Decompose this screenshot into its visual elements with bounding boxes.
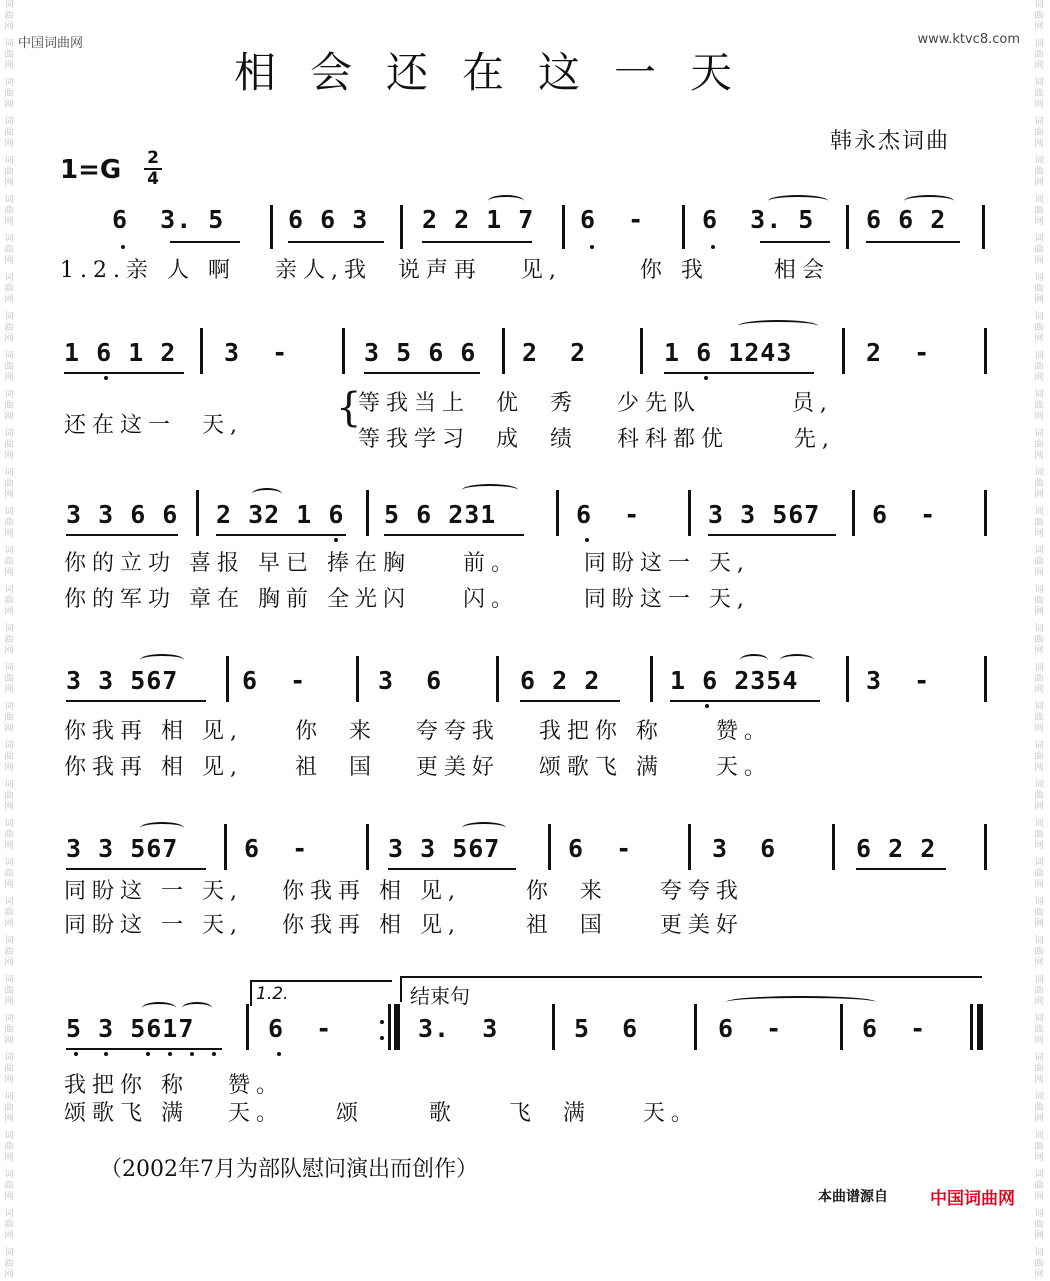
measure: 2 2	[522, 338, 587, 367]
margin-watermark-text: 词 曲 网	[4, 975, 14, 1007]
bar-line	[694, 1004, 697, 1050]
measure: 3 3 567	[388, 834, 501, 863]
measure: 5 6 231	[384, 500, 497, 529]
beam	[670, 700, 820, 702]
measure: 3 3 567	[708, 500, 821, 529]
margin-watermark-text: 词 曲 网	[4, 546, 14, 578]
measure: 3 -	[224, 338, 289, 367]
repeat-dot	[380, 1020, 384, 1024]
slur	[904, 195, 954, 207]
margin-watermark-text: 词 曲 网	[1034, 702, 1044, 734]
first-ending-label: 1.2.	[256, 984, 289, 1004]
slur	[140, 822, 184, 834]
tie	[726, 996, 876, 1008]
margin-watermark-text: 词 曲 网	[1034, 1053, 1044, 1085]
site-watermark-right: www.ktvc8.com	[917, 32, 1020, 47]
measure: 3 3 567	[66, 666, 179, 695]
measure: 6 2 2	[520, 666, 601, 695]
lyric-verse-1: 你的立功 喜报 早已 捧在胸 前。 同盼这一 天,	[64, 551, 750, 576]
bar-line	[224, 824, 227, 870]
margin-watermark-text: 词 曲 网	[4, 936, 14, 968]
beam	[66, 534, 178, 536]
time-signature-top: 2	[147, 148, 159, 168]
lyric-verse-2: 你我再 相 见, 祖 国 更美好 颂歌飞 满 天。	[64, 755, 772, 780]
bar-line	[270, 205, 273, 249]
octave-dot	[334, 538, 338, 542]
measure: 2 32 1 6	[216, 500, 345, 529]
margin-watermark-text: 词 曲 网	[1034, 1131, 1044, 1163]
bar-line	[556, 490, 559, 536]
bar-line	[688, 824, 691, 870]
octave-dot	[711, 245, 715, 249]
ending-phrase-label: 结束句	[410, 984, 470, 1008]
octave-dot	[190, 1052, 194, 1056]
margin-watermark-text: 词 曲 网	[4, 1209, 14, 1241]
bar-line	[400, 205, 403, 249]
measure: 6 2 2	[856, 834, 937, 863]
bar-line	[682, 205, 685, 249]
margin-watermark-text: 词 曲 网	[1034, 663, 1044, 695]
measure: 6 6 2	[866, 205, 947, 234]
ending-phrase-bracket	[400, 976, 982, 1002]
beam	[66, 868, 206, 870]
margin-watermark-text: 词 曲 网	[4, 741, 14, 773]
slur	[142, 1002, 176, 1014]
margin-watermark-text: 词 曲 网	[4, 624, 14, 656]
measure: 1 6 2354	[670, 666, 799, 695]
source-brand: 中国词曲网	[930, 1189, 1015, 1209]
beam	[856, 868, 946, 870]
lyric-verse-1: 等我当上 优 秀 少先队 员,	[358, 391, 833, 416]
margin-watermark-text: 词 曲 网	[1034, 1014, 1044, 1046]
octave-dot	[704, 376, 708, 380]
bar-line	[342, 328, 345, 374]
measure: 6 3. 5	[112, 205, 225, 234]
margin-watermark-text: 词 曲 网	[1034, 195, 1044, 227]
margin-watermark-text: 词 曲 网	[1034, 780, 1044, 812]
margin-watermark-text: 词 曲 网	[1034, 624, 1044, 656]
right-margin-watermark	[1032, 0, 1046, 1280]
margin-watermark-text: 词 曲 网	[4, 390, 14, 422]
bar-line	[846, 656, 849, 702]
bar-line	[366, 824, 369, 870]
measure: 3 5 6 6	[364, 338, 477, 367]
margin-watermark-text: 词 曲 网	[1034, 0, 1044, 32]
beam	[66, 700, 206, 702]
margin-watermark-text: 词 曲 网	[4, 234, 14, 266]
margin-watermark-text: 词 曲 网	[4, 1014, 14, 1046]
margin-watermark-text: 词 曲 网	[1034, 390, 1044, 422]
beam	[66, 1048, 222, 1050]
margin-watermark-text: 词 曲 网	[1034, 234, 1044, 266]
measure: 1 6 1243	[664, 338, 793, 367]
time-signature-bottom: 4	[147, 169, 159, 189]
bar-line	[200, 328, 203, 374]
measure: 1 6 1 2	[64, 338, 177, 367]
measure: 3 6	[712, 834, 777, 863]
margin-watermark-text: 词 曲 网	[1034, 858, 1044, 890]
margin-watermark-text: 词 曲 网	[1034, 585, 1044, 617]
bar-line	[196, 490, 199, 536]
lyric-verse: 1.2.亲 人 啊 亲人,我 说声再 见, 你 我 相会	[60, 258, 830, 283]
composition-note: （2002年7月为部队慰问演出而创作）	[100, 1157, 478, 1182]
measure: 3 -	[866, 666, 931, 695]
measure: 6 6 3	[288, 205, 369, 234]
measure: 3. 3	[418, 1014, 499, 1043]
beam	[760, 241, 830, 243]
margin-watermark-text: 词 曲 网	[4, 39, 14, 71]
octave-dot	[121, 245, 125, 249]
bar-line	[984, 824, 987, 870]
bar-line	[366, 490, 369, 536]
bar-line	[984, 656, 987, 702]
margin-watermark-text: 词 曲 网	[1034, 39, 1044, 71]
measure: 6 -	[568, 834, 633, 863]
slur	[462, 822, 506, 834]
slur	[738, 320, 818, 332]
beam	[520, 700, 620, 702]
bar-line	[640, 328, 643, 374]
margin-watermark-text: 词 曲 网	[1034, 78, 1044, 110]
measure: 2 2 1 7	[422, 205, 535, 234]
lyric-shared: 还在这一 天,	[64, 413, 243, 438]
margin-watermark-text: 词 曲 网	[4, 273, 14, 305]
bar-line	[226, 656, 229, 702]
margin-watermark-text: 词 曲 网	[4, 507, 14, 539]
measure: 6 -	[718, 1014, 783, 1043]
octave-dot	[146, 1052, 150, 1056]
lyric-verse-1: 同盼这 一 天, 你我再 相 见, 你 来 夸夸我	[64, 879, 744, 904]
measure: 2 -	[866, 338, 931, 367]
lyric-verse-1: 你我再 相 见, 你 来 夸夸我 我把你 称 赞。	[64, 719, 772, 744]
repeat-dot	[380, 1036, 384, 1040]
measure: 6 -	[576, 500, 641, 529]
author-credit: 韩永杰词曲	[830, 129, 951, 154]
slur	[780, 654, 814, 666]
margin-watermark-text: 词 曲 网	[1034, 546, 1044, 578]
beam	[422, 241, 532, 243]
margin-watermark-text: 词 曲 网	[1034, 819, 1044, 851]
slur	[140, 654, 184, 666]
slur	[740, 654, 768, 666]
margin-watermark-text: 词 曲 网	[1034, 351, 1044, 383]
margin-watermark-text: 词 曲 网	[1034, 1209, 1044, 1241]
double-bar-line	[394, 1004, 400, 1050]
bar-line	[548, 824, 551, 870]
margin-watermark-text: 词 曲 网	[4, 897, 14, 929]
octave-dot	[705, 704, 709, 708]
measure: 3 3 6 6	[66, 500, 179, 529]
margin-watermark-text: 词 曲 网	[4, 0, 14, 32]
octave-dot	[168, 1052, 172, 1056]
margin-watermark-text: 词 曲 网	[1034, 1248, 1044, 1280]
measure: 6 -	[242, 666, 307, 695]
margin-watermark-text: 词 曲 网	[4, 468, 14, 500]
margin-watermark-text: 词 曲 网	[1034, 975, 1044, 1007]
bar-line	[984, 490, 987, 536]
margin-watermark-text: 词 曲 网	[1034, 1170, 1044, 1202]
verse-brace: {	[336, 385, 362, 431]
measure: 3 3 567	[66, 834, 179, 863]
margin-watermark-text: 词 曲 网	[1034, 312, 1044, 344]
octave-dot	[590, 245, 594, 249]
margin-watermark-text: 词 曲 网	[1034, 741, 1044, 773]
bar-line	[650, 656, 653, 702]
bar-line	[246, 1004, 249, 1050]
lyric-verse-2: 你的军功 章在 胸前 全光闪 闪。 同盼这一 天,	[64, 587, 750, 612]
octave-dot	[585, 538, 589, 542]
measure: 6 -	[268, 1014, 333, 1043]
margin-watermark-text: 词 曲 网	[4, 780, 14, 812]
octave-dot	[277, 1052, 281, 1056]
margin-watermark-text: 词 曲 网	[4, 195, 14, 227]
measure: 6 -	[580, 205, 645, 234]
bar-line	[846, 205, 849, 249]
lyric-verse-2: 等我学习 成 绩 科科都优 先,	[358, 427, 835, 452]
lyric-verse-2: 颂歌飞 满 天。 颂 歌 飞 满 天。	[64, 1101, 699, 1126]
final-bar-line	[977, 1004, 983, 1050]
bar-line	[552, 1004, 555, 1050]
margin-watermark-text: 词 曲 网	[4, 117, 14, 149]
measure: 6 -	[862, 1014, 927, 1043]
octave-dot	[74, 1052, 78, 1056]
bar-line	[832, 824, 835, 870]
beam	[664, 372, 814, 374]
measure: 5 6	[574, 1014, 639, 1043]
margin-watermark-text: 词 曲 网	[4, 312, 14, 344]
beam	[384, 534, 524, 536]
octave-dot	[104, 1052, 108, 1056]
margin-watermark-text: 词 曲 网	[4, 351, 14, 383]
margin-watermark-text: 词 曲 网	[1034, 897, 1044, 929]
measure: 6 3. 5	[702, 205, 815, 234]
song-title: 相会还在这一天	[233, 48, 766, 97]
beam	[866, 241, 960, 243]
bar-line	[688, 490, 691, 536]
slur	[462, 484, 518, 496]
time-signature	[144, 150, 162, 188]
margin-watermark-text: 词 曲 网	[4, 702, 14, 734]
margin-watermark-text: 词 曲 网	[1034, 117, 1044, 149]
margin-watermark-text: 词 曲 网	[1034, 429, 1044, 461]
bar-line	[502, 328, 505, 374]
margin-watermark-text: 词 曲 网	[1034, 468, 1044, 500]
measure: 6 -	[244, 834, 309, 863]
margin-watermark-text: 词 曲 网	[1034, 936, 1044, 968]
beam	[288, 241, 384, 243]
margin-watermark-text: 词 曲 网	[4, 1092, 14, 1124]
margin-watermark-text: 词 曲 网	[1034, 156, 1044, 188]
margin-watermark-text: 词 曲 网	[1034, 1092, 1044, 1124]
slur	[252, 488, 282, 500]
bar-line	[984, 328, 987, 374]
beam	[388, 868, 516, 870]
key-signature: 1=G	[60, 155, 122, 185]
octave-dot	[104, 376, 108, 380]
margin-watermark-text: 词 曲 网	[4, 1053, 14, 1085]
slur	[768, 195, 828, 207]
bar-line	[388, 1004, 391, 1050]
beam	[64, 372, 184, 374]
margin-watermark-text: 词 曲 网	[4, 1248, 14, 1280]
margin-watermark-text: 词 曲 网	[4, 585, 14, 617]
beam	[364, 372, 480, 374]
bar-line	[852, 490, 855, 536]
beam	[170, 241, 240, 243]
margin-watermark-text: 词 曲 网	[4, 819, 14, 851]
bar-line	[970, 1004, 973, 1050]
margin-watermark-text: 词 曲 网	[1034, 507, 1044, 539]
lyric-verse-2: 同盼这 一 天, 你我再 相 见, 祖 国 更美好	[64, 913, 744, 938]
margin-watermark-text: 词 曲 网	[1034, 273, 1044, 305]
margin-watermark-text: 词 曲 网	[4, 429, 14, 461]
source-label: 本曲谱源自	[818, 1189, 888, 1205]
measure: 5 3 5617	[66, 1014, 195, 1043]
left-margin-watermark	[2, 0, 16, 1280]
beam	[708, 534, 836, 536]
beam	[216, 534, 346, 536]
margin-watermark-text: 词 曲 网	[4, 78, 14, 110]
margin-watermark-text: 词 曲 网	[4, 1170, 14, 1202]
slur	[182, 1002, 212, 1014]
slur	[488, 195, 524, 207]
lyric-verse-1: 我把你 称 赞。	[64, 1073, 284, 1098]
bar-line	[356, 656, 359, 702]
bar-line	[840, 1004, 843, 1050]
site-watermark-left: 中国词曲网	[18, 36, 84, 51]
margin-watermark-text: 词 曲 网	[4, 1131, 14, 1163]
bar-line	[562, 205, 565, 249]
margin-watermark-text: 词 曲 网	[4, 858, 14, 890]
bar-line	[842, 328, 845, 374]
bar-line	[496, 656, 499, 702]
bar-line	[982, 205, 985, 249]
margin-watermark-text: 词 曲 网	[4, 663, 14, 695]
octave-dot	[212, 1052, 216, 1056]
measure: 6 -	[872, 500, 937, 529]
margin-watermark-text: 词 曲 网	[4, 156, 14, 188]
measure: 3 6	[378, 666, 443, 695]
